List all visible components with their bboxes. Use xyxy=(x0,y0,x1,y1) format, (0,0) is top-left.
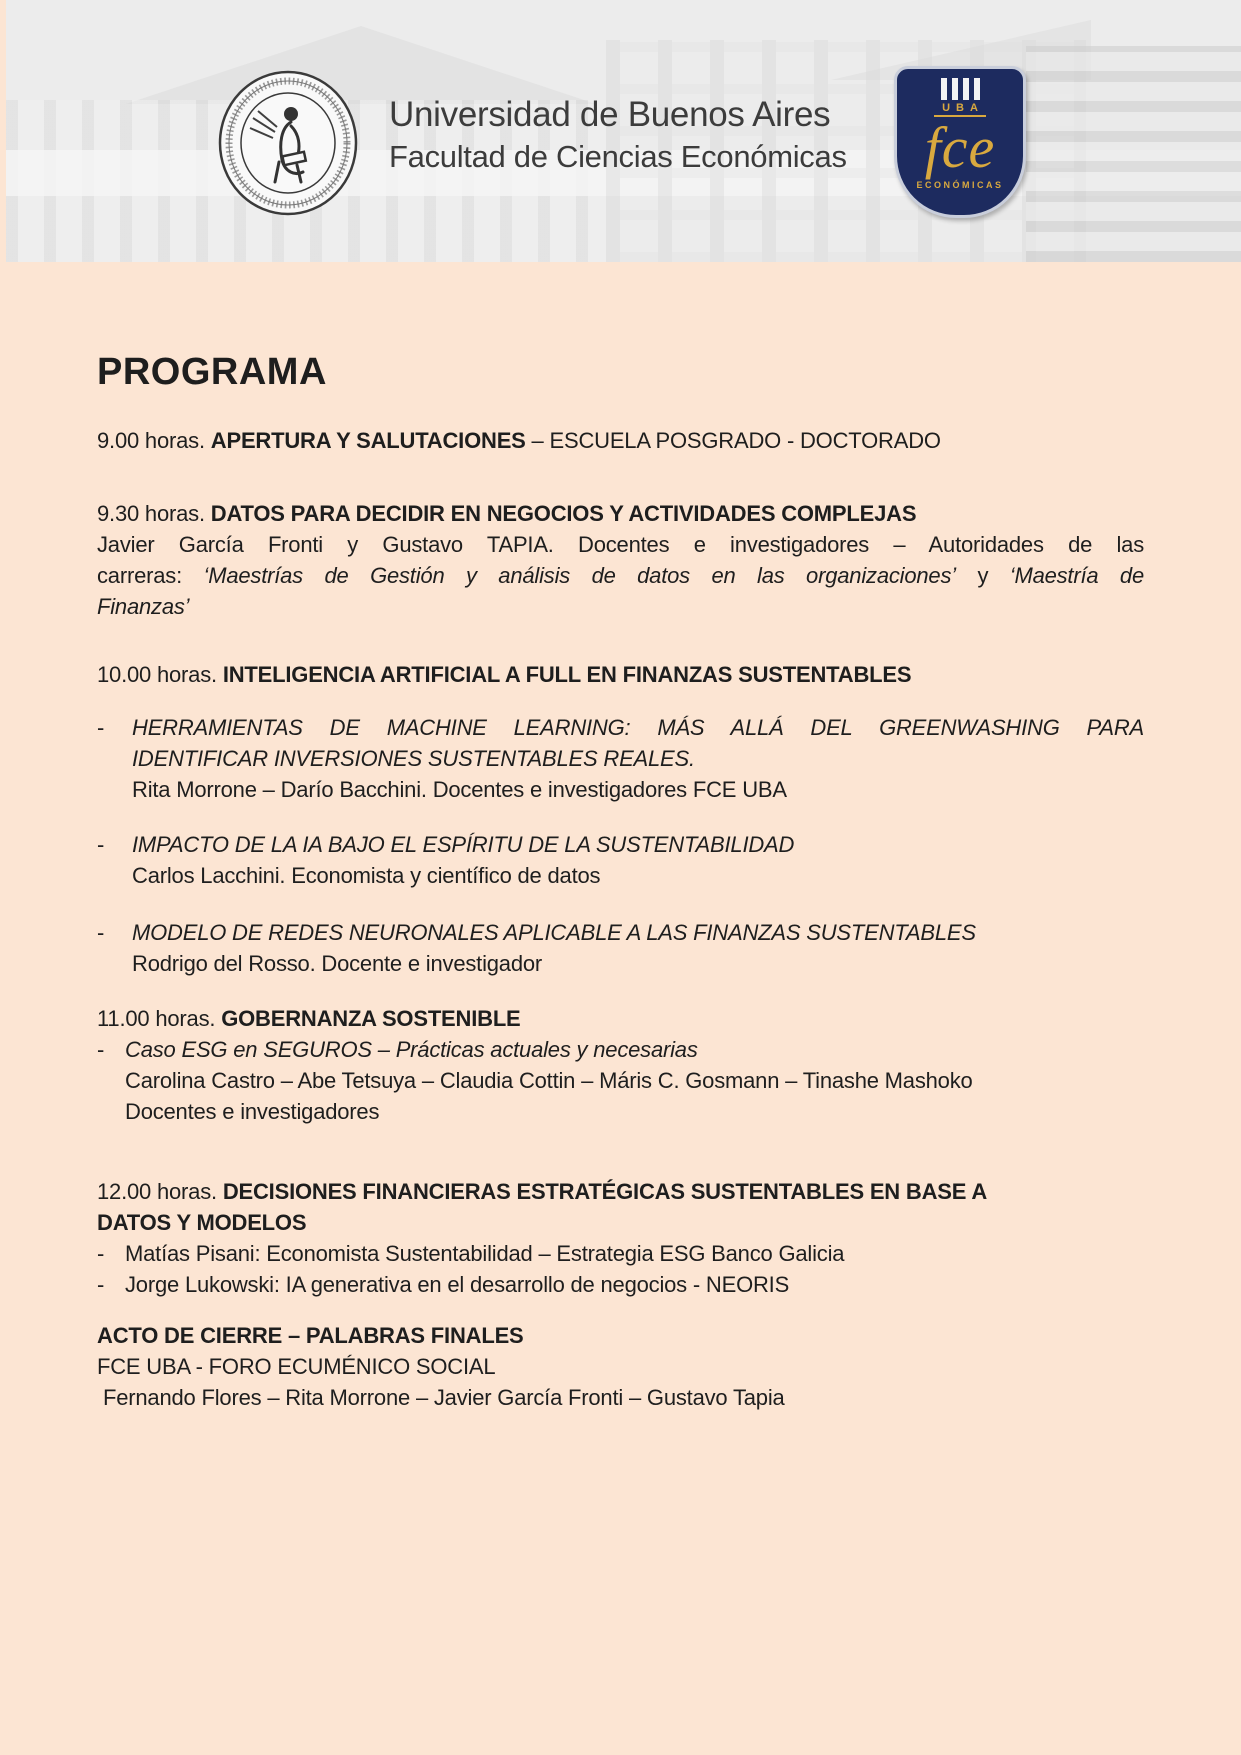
header-titles xyxy=(389,94,847,176)
uba-seal-icon xyxy=(217,70,359,216)
faculty-name: Facultad de Ciencias Económicas xyxy=(389,139,847,175)
talk-speakers: Carlos Lacchini. Economista y científico de datos xyxy=(132,863,601,888)
building-pediment-decor xyxy=(126,26,596,104)
text-line xyxy=(132,774,1144,805)
text-line xyxy=(97,591,1144,622)
talk-title: IDENTIFICAR INVERSIONES SUSTENTABLES REALES. xyxy=(132,746,695,771)
bullet-body xyxy=(132,712,1144,805)
session-1000 xyxy=(97,659,1144,690)
university-name: Universidad de Buenos Aires xyxy=(389,95,831,134)
closing-org: FCE UBA - FORO ECUMÉNICO SOCIAL xyxy=(97,1354,496,1379)
session-title: DECISIONES FINANCIERAS ESTRATÉGICAS SUSTENTABLES EN BASE A xyxy=(222,1179,988,1204)
session-1200 xyxy=(97,1176,1144,1238)
talk-speakers: Jorge Lukowski: IA generativa en el desarrollo de negocios - NEORIS xyxy=(125,1272,790,1297)
talk-speakers: Carolina Castro – Abe Tetsuya – Claudia Cottin – Máris C. Gosmann – Tinashe Mashoko xyxy=(125,1068,973,1093)
text-line xyxy=(97,1003,1144,1034)
text-line xyxy=(97,1176,1144,1207)
program-name: ‘Maestría de xyxy=(1009,563,1144,588)
talk-impacto-ia xyxy=(97,829,1144,891)
session-subtitle: – ESCUELA POSGRADO - DOCTORADO xyxy=(525,428,941,453)
text-line xyxy=(97,1351,1144,1382)
text-line xyxy=(103,1382,1144,1413)
text-line xyxy=(132,712,1144,743)
text-line xyxy=(132,743,1144,774)
text-line xyxy=(132,860,1144,891)
text-line xyxy=(125,1034,1144,1065)
session-0930 xyxy=(97,498,1144,529)
bullet-body xyxy=(132,917,1144,979)
bullet-dash: - xyxy=(97,1037,105,1062)
talk-esg-seguros xyxy=(97,1034,1144,1127)
talk-speakers-role: Docentes e investigadores xyxy=(125,1099,380,1124)
talk-lukowski xyxy=(97,1269,1144,1300)
text-line xyxy=(97,1320,1144,1351)
speakers: Javier García Fronti y Gustavo TAPIA. Docentes e investigadores – Autoridades de las xyxy=(97,532,1144,557)
talk-redes-neuronales xyxy=(97,917,1144,979)
time: 9.00 horas. xyxy=(97,428,211,453)
columns-icon xyxy=(941,78,980,100)
page-title: PROGRAMA xyxy=(97,351,327,393)
fce-uba-label: UBA xyxy=(934,102,986,117)
text-line xyxy=(132,829,1144,860)
talk-title: HERRAMIENTAS DE MACHINE LEARNING: MÁS ALLÁ DEL GREENWASHING PARA xyxy=(132,715,1144,740)
closing-organizers xyxy=(97,1351,1144,1382)
time: 9.30 horas. xyxy=(97,501,211,526)
text-line xyxy=(97,560,1144,591)
text-line xyxy=(132,948,1144,979)
text-line xyxy=(97,498,1144,529)
session-title: APERTURA Y SALUTACIONES xyxy=(210,428,526,453)
document-content xyxy=(0,262,1241,1413)
bullet-dash: - xyxy=(97,1272,105,1297)
session-1100 xyxy=(97,1003,1144,1034)
talk-speakers: Matías Pisani: Economista Sustentabilidad – Estrategia ESG Banco Galicia xyxy=(125,1241,845,1266)
bullet-dash: - xyxy=(97,920,105,945)
session-0930-description xyxy=(97,529,1144,622)
talk-title: Caso ESG en SEGUROS – Prácticas actuales y necesarias xyxy=(125,1037,698,1062)
bullet-body xyxy=(125,1034,1144,1127)
session-title: DATOS PARA DECIDIR EN NEGOCIOS Y ACTIVIDADES COMPLEJAS xyxy=(210,501,917,526)
session-0900 xyxy=(97,425,1144,456)
talk-speakers: Rita Morrone – Darío Bacchini. Docentes e investigadores FCE UBA xyxy=(132,777,787,802)
bullet-body xyxy=(132,829,1144,891)
bullet-dash: - xyxy=(97,832,105,857)
fce-economicas-label: ECONÓMICAS xyxy=(916,180,1004,191)
bullet-dash: - xyxy=(97,715,105,740)
text-line xyxy=(125,1238,1144,1269)
text-line xyxy=(97,1207,1144,1238)
bullet-body xyxy=(125,1269,1144,1300)
text-line xyxy=(97,529,1144,560)
bullet-body xyxy=(125,1238,1144,1269)
text-line xyxy=(125,1096,1144,1127)
time: 10.00 horas. xyxy=(97,662,223,687)
text-line xyxy=(125,1065,1144,1096)
closing-heading xyxy=(97,1320,1144,1351)
building-facade-decor xyxy=(1026,46,1241,262)
conjunction: y xyxy=(955,563,1010,588)
session-title: DATOS Y MODELOS xyxy=(97,1210,307,1235)
session-title: INTELIGENCIA ARTIFICIAL A FULL EN FINANZAS SUSTENTABLES xyxy=(222,662,912,687)
text-line xyxy=(97,659,1144,690)
speakers: carreras: xyxy=(97,563,204,588)
program-name: Finanzas’ xyxy=(97,594,190,619)
session-title: GOBERNANZA SOSTENIBLE xyxy=(221,1006,521,1031)
fce-wordmark: fce xyxy=(924,115,996,181)
closing-speakers: Fernando Flores – Rita Morrone – Javier García Fronti – Gustavo Tapia xyxy=(103,1385,785,1410)
text-line xyxy=(97,425,1144,456)
text-line xyxy=(132,917,1144,948)
time: 11.00 horas. xyxy=(97,1006,222,1031)
closing-speakers xyxy=(97,1382,1144,1413)
text-line xyxy=(125,1269,1144,1300)
header-banner xyxy=(6,0,1241,262)
closing-title: ACTO DE CIERRE – PALABRAS FINALES xyxy=(97,1323,524,1348)
talk-pisani xyxy=(97,1238,1144,1269)
talk-title: MODELO DE REDES NEURONALES APLICABLE A LAS FINANZAS SUSTENTABLES xyxy=(132,920,976,945)
program-name: ‘Maestrías de Gestión y análisis de datos en las organizaciones’ xyxy=(203,563,956,588)
talk-speakers: Rodrigo del Rosso. Docente e investigador xyxy=(132,951,543,976)
talk-machine-learning xyxy=(97,712,1144,805)
bullet-dash: - xyxy=(97,1241,105,1266)
time: 12.00 horas. xyxy=(97,1179,223,1204)
fce-shield-icon xyxy=(894,66,1026,218)
talk-title: IMPACTO DE LA IA BAJO EL ESPÍRITU DE LA SUSTENTABILIDAD xyxy=(132,832,795,857)
schedule xyxy=(97,425,1144,1413)
